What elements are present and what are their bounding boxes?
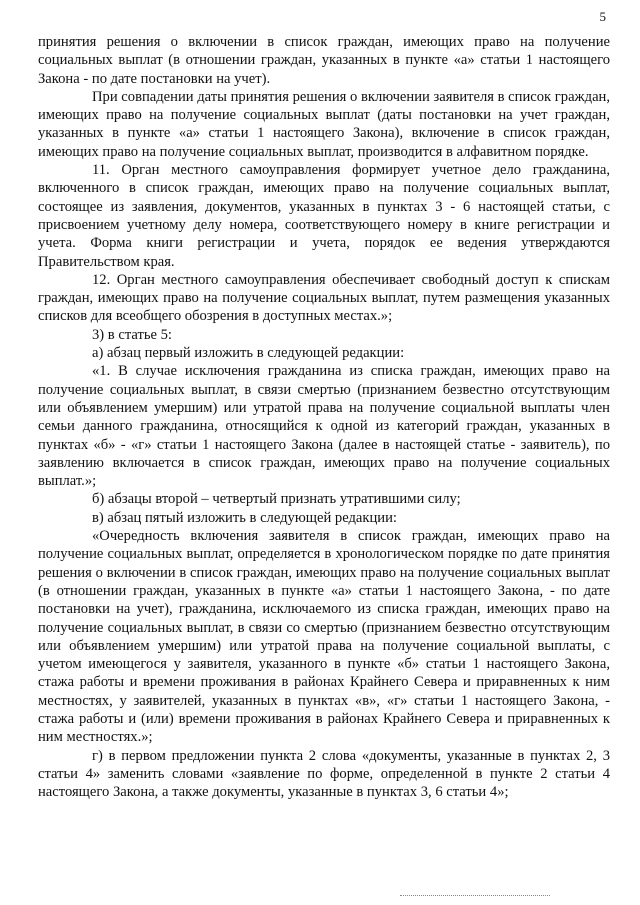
paragraph-subitem-v: в) абзац пятый изложить в следующей редакции:	[92, 509, 397, 526]
paragraph-subitem-b: б) абзацы второй – четвертый признать утратившими силу;	[92, 491, 461, 508]
paragraph-quote-order: «Очередность включения заявителя в список граждан, имеющих право на получение социальных выплат, определяется в хронологическом порядке по дате принятия решения о включении в список граждан, имеющих право на получение социальных выплат (в отношении граждан, указанных в пункте «а» статьи 1 настоящего Закона, - по дате постановки на учет), гражданина, исключаемого из списка граждан, имеющих право на получение социальных выплат, в связи со смертью (признанием безвестно отсутствующим или объявлением умершим) или утратой права на получение социальной выплаты, с учетом имеющегося у заявителя, указанного в пункте «б» статьи 1 настоящего Закона, стажа работы и времени проживания в районах Крайнего Севера и приравненных к ним местностях, у заявителей, указанных в пунктах «в», «г» статьи 1 настоящего Закона, - стажа работы и (или) времени проживания в районах Крайнего Севера и приравненных к ним местностях.»;	[38, 528, 610, 746]
paragraph-continuation: принятия решения о включении в список граждан, имеющих право на получение социальных выплат (в отношении граждан, указанных в пункте «а» статьи 1 настоящего Закона - по дате постановки на учет).	[38, 34, 610, 87]
paragraph-article-5-heading: 3) в статье 5:	[92, 326, 172, 343]
footer-rule	[400, 895, 550, 896]
paragraph-subitem-a: а) абзац первый изложить в следующей редакции:	[92, 345, 405, 362]
paragraph-quote-1: «1. В случае исключения гражданина из списка граждан, имеющих право на получение социальных выплат, в связи смертью (признанием безвестно отсутствующим или объявлением умершим) или утратой права на получение социальной выплаты член семьи данного гражданина, относящийся к одной из категорий граждан, указанных в пунктах «б» - «г» статьи 1 настоящего Закона (далее в настоящей статье - заявитель), по заявлению включается в список граждан, имеющих право на получение социальных выплат.»;	[38, 363, 610, 490]
paragraph-date-coincidence: При совпадении даты принятия решения о включении заявителя в список граждан, имеющих право на получение социальных выплат (даты постановки на учет граждан, указанных в пункте «а» статьи 1 настоящего Закона), включение в список граждан, имеющих право на получение социальных выплат, производится в алфавитном порядке.	[38, 88, 610, 160]
paragraph-item-12: 12. Орган местного самоуправления обеспечивает свободный доступ к спискам граждан, имеющих право на получение социальных выплат, путем размещения указанных списков для всеобщего обозрения в доступных местах.»;	[38, 271, 610, 325]
paragraph-subitem-g: г) в первом предложении пункта 2 слова «документы, указанные в пунктах 2, 3 статьи 4» заменить словами «заявление по форме, определенной в пункте 2 статьи 4 настоящего Закона, а также документы, указанные в пунктах 3, 6 статьи 4»;	[38, 747, 610, 801]
page-number: 5	[599, 9, 606, 24]
paragraph-item-11: 11. Орган местного самоуправления формирует учетное дело гражданина, включенного в список граждан, имеющих право на получение социальных выплат, состоящее из заявления, документов, указанных в пунктах 3 - 6 настоящей статьи, с присвоением учетному делу номера, соответствующего номеру в книге регистрации и учета. Форма книги регистрации и учета, порядок ее ведения утверждаются Правительством края.	[38, 162, 610, 270]
